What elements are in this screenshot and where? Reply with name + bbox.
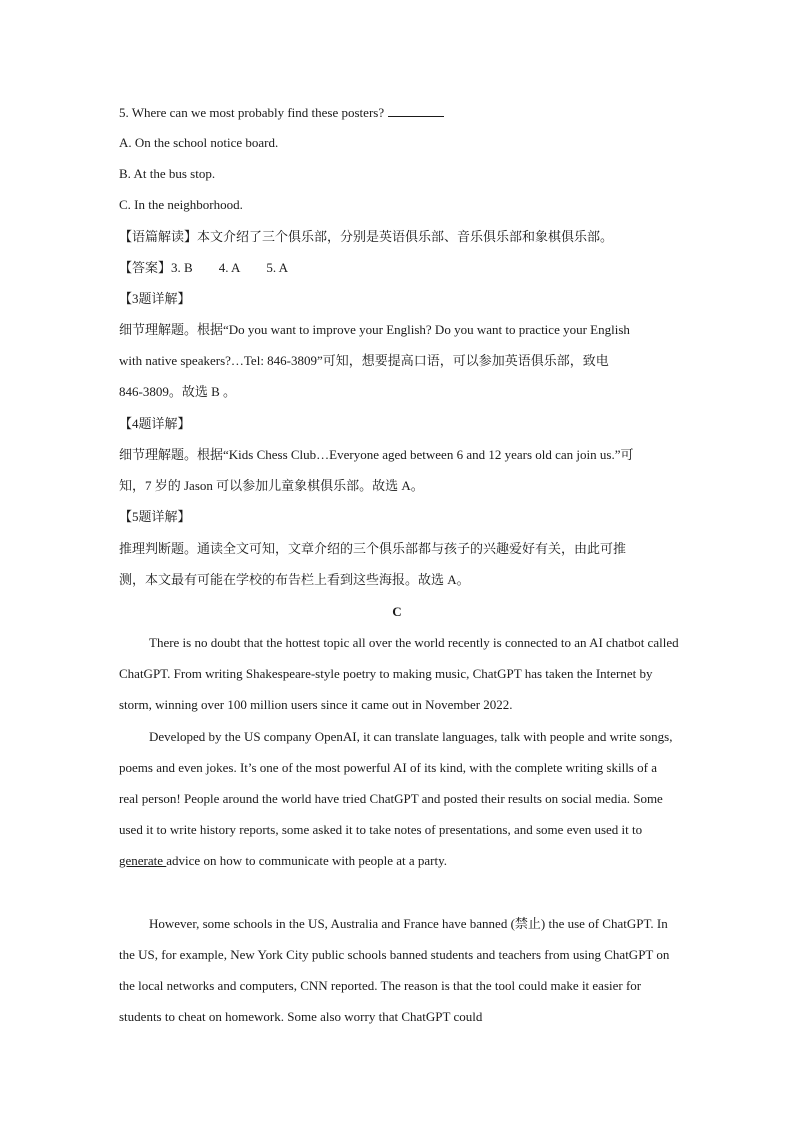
paragraph-2-text: Developed by the US company OpenAI, it can translate languages, talk with people and write songs, poems and even jokes. It’s one of the most powerful AI of its kind, with the complete writing skills of a real person! People around the world have tried ChatGPT and posted their results on social media. Some used it to write history reports, some asked it to take notes of presentations, and some even used it to: [119, 729, 673, 837]
passage-paragraph-3: [119, 908, 679, 1032]
question-5-option-c: C. In the neighborhood.: [119, 197, 243, 212]
q4-explanation-line: 细节理解题。根据“Kids Chess Club…Everyone aged between 6 and 12 years old can join us.”可: [119, 447, 634, 462]
question-5-option-a: A. On the school notice board.: [119, 135, 279, 150]
answer-5: 5. A: [266, 260, 289, 275]
paragraph-1-text: There is no doubt that the hottest topic all over the world recently is connected to an AI chatbot called ChatGPT. From writing Shakespeare-style poetry to making music, ChatGPT has taken the Internet by storm, winning over 100 million users since it came out in November 2022.: [119, 635, 679, 712]
answer-3: 3. B: [171, 260, 193, 275]
question-5-text: 5. Where can we most probably find these posters?: [119, 105, 385, 120]
paragraph-2-text-end: advice on how to communicate with people at a party.: [166, 853, 448, 868]
question-5-option-b: B. At the bus stop.: [119, 166, 216, 181]
passage-paragraph-2: [119, 721, 679, 876]
q5-explanation-line: 测，本文最有可能在学校的布告栏上看到这些海报。故选 A。: [119, 572, 470, 587]
answer-blank: [388, 104, 444, 117]
q3-explanation-line: with native speakers?…Tel: 846-3809”可知，想要提高口语，可以参加英语俱乐部，致电: [119, 353, 609, 368]
paragraph-3-text: However, some schools in the US, Australia and France have banned (禁止) the use of ChatGPT. In the US, for example, New York City public schools banned students and teachers from using ChatGPT on the local networks and computers, CNN reported. The reason is that the tool could make it easier for students to cheat on homework. Some also worry that ChatGPT could: [119, 916, 670, 1024]
q3-explanation-line: 846-3809。故选 B 。: [119, 384, 237, 399]
answer-4: 4. A: [218, 260, 241, 275]
answer-line: [119, 260, 314, 276]
reading-summary: 【语篇解读】本文介绍了三个俱乐部，分别是英语俱乐部、音乐俱乐部和象棋俱乐部。: [119, 229, 614, 244]
q4-explanation-line: 知，7 岁的 Jason 可以参加儿童象棋俱乐部。故选 A。: [119, 478, 424, 493]
q3-heading: 【3题详解】: [119, 291, 191, 306]
q3-explanation-line: 细节理解题。根据“Do you want to improve your English? Do you want to practice your English: [119, 322, 630, 337]
answer-label: 【答案】: [119, 260, 172, 275]
question-5-stem: [119, 104, 444, 121]
q4-heading: 【4题详解】: [119, 416, 191, 431]
underlined-word: generate: [119, 853, 167, 868]
q5-explanation-line: 推理判断题。通读全文可知，文章介绍的三个俱乐部都与孩子的兴趣爱好有关，由此可推: [119, 541, 627, 556]
passage-paragraph-1: [119, 627, 679, 720]
q5-heading: 【5题详解】: [119, 509, 191, 524]
section-label: C: [392, 604, 402, 619]
